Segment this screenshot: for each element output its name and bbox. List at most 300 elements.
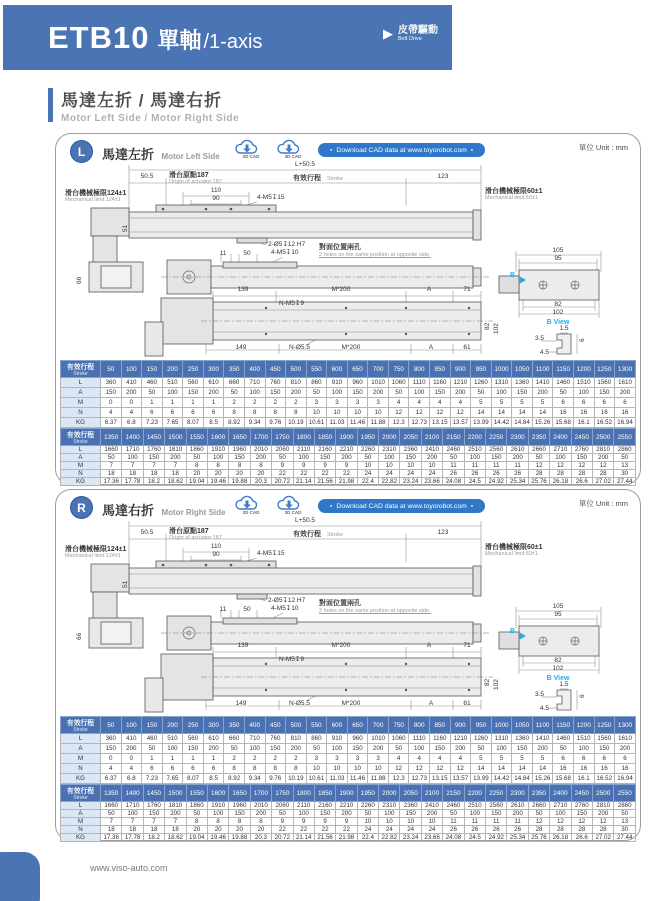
value-cell: 11.88: [368, 418, 389, 428]
value-cell: 2160: [314, 446, 335, 454]
value-cell: 2460: [443, 802, 464, 810]
dim-label-d50: 50: [243, 250, 251, 257]
value-cell: 1410: [532, 734, 553, 744]
value-cell: 2110: [293, 446, 314, 454]
value-cell: 50: [306, 744, 327, 754]
dim-label-d90: 90: [212, 551, 220, 558]
dim-label-off_l: 50.5: [140, 173, 154, 180]
value-cell: 12.3: [388, 774, 409, 784]
value-cell: 14: [512, 408, 533, 418]
value-cell: 17.36: [101, 478, 122, 486]
value-cell: 14: [471, 764, 492, 774]
value-cell: 9: [272, 818, 293, 826]
value-cell: 22: [314, 826, 335, 834]
value-cell: 150: [143, 454, 164, 462]
value-cell: 11.88: [368, 774, 389, 784]
dim-label-off_l: 50.5: [140, 529, 154, 536]
value-cell: 10: [421, 462, 442, 470]
value-cell: 7: [165, 818, 186, 826]
value-cell: 22: [272, 470, 293, 478]
value-cell: 27.44: [614, 478, 636, 486]
stroke-col-header: 1700: [250, 785, 271, 802]
value-cell: 19.04: [186, 834, 207, 842]
dim-label-a: A: [426, 642, 432, 649]
value-cell: 11: [486, 818, 507, 826]
value-cell: 30: [614, 470, 636, 478]
value-cell: 100: [207, 454, 228, 462]
dim-label-mech_l_en: Mechanical limit:124±1: [65, 553, 121, 559]
value-cell: 12: [571, 462, 592, 470]
stroke-col-header: 300: [203, 717, 224, 734]
value-cell: 7.65: [162, 774, 183, 784]
stroke-col-header: 1600: [207, 785, 228, 802]
value-cell: 1460: [553, 734, 574, 744]
dim-label-d102: 102: [493, 323, 500, 334]
stroke-col-header: 450: [265, 717, 286, 734]
value-cell: 7: [165, 462, 186, 470]
value-cell: 150: [430, 744, 451, 754]
stroke-col-header: 2100: [421, 785, 442, 802]
value-cell: 20: [186, 470, 207, 478]
dim-label-d82: 82: [484, 322, 491, 330]
stroke-table-1: [60, 716, 636, 784]
value-cell: 200: [532, 388, 553, 398]
value-cell: 3: [327, 398, 348, 408]
value-cell: 150: [265, 744, 286, 754]
value-cell: 22: [293, 826, 314, 834]
value-cell: 18.62: [165, 478, 186, 486]
value-cell: 660: [224, 378, 245, 388]
value-cell: 20.72: [272, 834, 293, 842]
stroke-col-header: 2400: [550, 429, 571, 446]
value-cell: 1510: [573, 734, 594, 744]
value-cell: 1: [142, 398, 163, 408]
value-cell: 2860: [614, 446, 636, 454]
value-cell: 1: [183, 398, 204, 408]
stroke-col-header: 1500: [165, 429, 186, 446]
value-cell: 5: [491, 398, 512, 408]
value-cell: 200: [450, 744, 471, 754]
row-label: M: [61, 818, 101, 826]
value-cell: 15.26: [532, 774, 553, 784]
value-cell: 200: [421, 454, 442, 462]
dim-label-origin_en: Origin of actuator:187: [169, 179, 222, 185]
value-cell: 860: [306, 734, 327, 744]
row-label: M: [61, 462, 101, 470]
value-cell: 8: [207, 818, 228, 826]
value-cell: 8: [186, 818, 207, 826]
value-cell: 7.65: [162, 418, 183, 428]
value-cell: 100: [379, 810, 400, 818]
value-cell: 13.15: [430, 774, 451, 784]
value-cell: 100: [293, 454, 314, 462]
table-row: [61, 408, 636, 418]
dim-label-b45: 4.5: [540, 349, 550, 356]
value-cell: 18: [165, 470, 186, 478]
value-cell: 28: [592, 826, 613, 834]
value-cell: 50: [443, 454, 464, 462]
dim-label-d110: 110: [210, 543, 222, 550]
value-cell: 50: [357, 454, 378, 462]
value-cell: 1160: [430, 734, 451, 744]
value-cell: 2: [244, 398, 265, 408]
value-cell: 150: [400, 810, 421, 818]
value-cell: 50: [357, 810, 378, 818]
value-cell: 12: [409, 764, 430, 774]
value-cell: 150: [512, 744, 533, 754]
stroke-col-header: 1700: [250, 429, 271, 446]
dim-label-bview: B View: [546, 675, 570, 682]
stroke-col-header: 650: [347, 717, 368, 734]
cad-2d-download[interactable]: [234, 139, 268, 159]
download-cad-link[interactable]: ● Download CAD data at www.toyorobot.com ●: [318, 499, 485, 513]
value-cell: 460: [142, 378, 163, 388]
table-row: [61, 462, 636, 470]
value-cell: 1360: [512, 378, 533, 388]
value-cell: 6: [203, 408, 224, 418]
value-cell: 14.84: [512, 774, 533, 784]
stroke-col-header: 800: [409, 717, 430, 734]
value-cell: 0: [101, 754, 122, 764]
stroke-col-header: 350: [224, 361, 245, 378]
cloud-download-icon: [234, 139, 260, 155]
value-cell: 6.8: [121, 774, 142, 784]
value-cell: 150: [183, 744, 204, 754]
drawing-motor-left: [61, 162, 638, 358]
download-cad-link[interactable]: ● Download CAD data at www.toyorobot.com ●: [318, 143, 485, 157]
value-cell: 1810: [165, 802, 186, 810]
cloud-download-icon: [234, 495, 260, 511]
stroke-col-header: 1350: [101, 429, 122, 446]
value-cell: 11: [507, 462, 528, 470]
value-cell: 410: [121, 734, 142, 744]
value-cell: 50: [142, 388, 163, 398]
value-cell: 3: [347, 754, 368, 764]
value-cell: 21.98: [336, 478, 357, 486]
value-cell: 13: [614, 462, 636, 470]
value-cell: 12: [528, 818, 549, 826]
value-cell: 10.19: [286, 418, 307, 428]
value-cell: 6: [573, 398, 594, 408]
table-row: [61, 378, 636, 388]
value-cell: 10: [379, 818, 400, 826]
dim-label-stroke_en: Stroke: [327, 176, 343, 182]
value-cell: 26: [443, 826, 464, 834]
value-cell: 26: [464, 470, 485, 478]
value-cell: 150: [486, 810, 507, 818]
value-cell: 11.03: [327, 418, 348, 428]
value-cell: 50: [388, 388, 409, 398]
value-cell: 8: [207, 462, 228, 470]
stroke-col-header: 1350: [101, 785, 122, 802]
value-cell: 1060: [388, 378, 409, 388]
value-cell: 50: [186, 454, 207, 462]
value-cell: 50: [443, 810, 464, 818]
value-cell: 5: [532, 754, 553, 764]
value-cell: 150: [183, 388, 204, 398]
value-cell: 1: [183, 754, 204, 764]
value-cell: 10: [357, 818, 378, 826]
value-cell: 12.73: [409, 418, 430, 428]
value-cell: 10.19: [286, 774, 307, 784]
value-cell: 1: [162, 754, 183, 764]
stroke-col-header: 300: [203, 361, 224, 378]
value-cell: 28: [528, 826, 549, 834]
stroke-col-header: 600: [327, 717, 348, 734]
stroke-header-cell: 有效行程 Stroke: [61, 785, 101, 802]
dim-label-m200: M*200: [341, 700, 361, 707]
value-cell: 510: [162, 378, 183, 388]
value-cell: 200: [592, 454, 613, 462]
value-cell: 6: [142, 764, 163, 774]
value-cell: 28: [528, 470, 549, 478]
value-cell: 150: [101, 388, 122, 398]
stroke-col-header: 1050: [512, 717, 533, 734]
value-cell: 6.37: [101, 774, 122, 784]
stroke-col-header: 2050: [400, 429, 421, 446]
value-cell: 12: [430, 764, 451, 774]
stroke-col-header: 2550: [614, 785, 636, 802]
value-cell: 6: [203, 764, 224, 774]
stroke-col-header: 1400: [122, 785, 143, 802]
stroke-col-header: 1550: [186, 429, 207, 446]
value-cell: 6: [162, 408, 183, 418]
table-row: [61, 734, 636, 744]
dim-label-m200: M*200: [331, 642, 351, 649]
value-cell: 200: [532, 744, 553, 754]
value-cell: 6: [553, 398, 574, 408]
row-label: A: [61, 744, 101, 754]
value-cell: 4: [388, 398, 409, 408]
dim-label-tap9: N-M5↧9: [279, 300, 304, 307]
axis-label-cn: 單軸: [157, 28, 202, 53]
value-cell: 50: [101, 454, 122, 462]
value-cell: 50: [528, 454, 549, 462]
row-label: KG: [61, 774, 101, 784]
value-cell: 150: [229, 454, 250, 462]
stroke-col-header: 750: [388, 361, 409, 378]
value-cell: 15.68: [553, 774, 574, 784]
heading-title-en: Motor Left Side / Motor Right Side: [61, 113, 240, 124]
dim-label-d82: 82: [554, 657, 562, 664]
dim-label-b15: 1.5: [559, 681, 569, 688]
product-model: ETB10: [48, 20, 150, 55]
value-cell: 24.08: [443, 834, 464, 842]
value-cell: 22: [272, 826, 293, 834]
value-cell: 11: [443, 818, 464, 826]
value-cell: 10: [379, 462, 400, 470]
value-cell: 50: [553, 388, 574, 398]
value-cell: 19.88: [229, 834, 250, 842]
value-cell: 18: [101, 470, 122, 478]
value-cell: 16: [594, 764, 615, 774]
stroke-col-header: 700: [368, 717, 389, 734]
row-label: L: [61, 802, 101, 810]
unit-label: 單位 Unit : mm: [578, 499, 628, 508]
stroke-col-header: 850: [430, 717, 451, 734]
stroke-col-header: 2450: [571, 429, 592, 446]
value-cell: 17.36: [101, 834, 122, 842]
value-cell: 14: [491, 764, 512, 774]
stroke-col-header: 1800: [293, 429, 314, 446]
value-cell: 24: [421, 826, 442, 834]
value-cell: 2: [265, 754, 286, 764]
stroke-col-header: 1000: [491, 717, 512, 734]
stroke-col-header: 850: [430, 361, 451, 378]
stroke-col-header: 1250: [594, 717, 615, 734]
value-cell: 100: [491, 388, 512, 398]
dim-label-d11: 11: [219, 606, 227, 613]
value-cell: 16.94: [615, 774, 636, 784]
dim-label-d11: 11: [219, 250, 227, 257]
cad-3d-label: 3D CAD: [284, 510, 302, 515]
value-cell: 9.76: [265, 774, 286, 784]
dim-label-b6: 6: [579, 338, 586, 342]
dim-label-tap9: N-M5↧9: [279, 656, 304, 663]
stroke-col-header: 1300: [615, 717, 636, 734]
value-cell: 20: [186, 826, 207, 834]
value-cell: 11: [486, 462, 507, 470]
cloud-download-icon: [276, 139, 302, 155]
value-cell: 8.07: [183, 418, 204, 428]
dim-label-d90: 90: [212, 195, 220, 202]
value-cell: 2310: [379, 802, 400, 810]
value-cell: 14: [532, 764, 553, 774]
value-cell: 100: [409, 744, 430, 754]
value-cell: 3: [368, 754, 389, 764]
value-cell: 10: [306, 764, 327, 774]
value-cell: 0: [121, 754, 142, 764]
value-cell: 14.42: [491, 418, 512, 428]
table-row: [61, 398, 636, 408]
value-cell: 1610: [615, 378, 636, 388]
value-cell: 150: [265, 388, 286, 398]
table-row: [61, 454, 636, 462]
value-cell: 2060: [272, 446, 293, 454]
value-cell: 100: [464, 454, 485, 462]
value-cell: 20: [229, 470, 250, 478]
value-cell: 760: [265, 734, 286, 744]
stroke-col-header: 750: [388, 717, 409, 734]
dim-label-d51: 51: [122, 224, 129, 232]
cad-3d-download[interactable]: [276, 139, 310, 159]
value-cell: 560: [183, 734, 204, 744]
stroke-col-header: 1950: [357, 785, 378, 802]
value-cell: 10: [327, 408, 348, 418]
value-cell: 3: [306, 754, 327, 764]
value-cell: 860: [306, 378, 327, 388]
value-cell: 150: [314, 810, 335, 818]
row-label: A: [61, 810, 101, 818]
value-cell: 9: [293, 462, 314, 470]
dim-label-d139: 139: [237, 642, 249, 649]
value-cell: 2710: [550, 446, 571, 454]
row-label: L: [61, 446, 101, 454]
value-cell: 12.73: [409, 774, 430, 784]
stroke-col-header: 2300: [507, 785, 528, 802]
stroke-col-header: 1950: [357, 429, 378, 446]
value-cell: 5: [491, 754, 512, 764]
value-cell: 12: [409, 408, 430, 418]
value-cell: 6: [615, 398, 636, 408]
dim-label-mech_r_en: Mechanical limit:60±1: [485, 551, 538, 557]
stroke-col-header: 100: [121, 361, 142, 378]
value-cell: 1560: [594, 378, 615, 388]
value-cell: 28: [571, 826, 592, 834]
cad-3d-download[interactable]: [276, 495, 310, 515]
value-cell: 27.44: [614, 834, 636, 842]
dim-label-d149: 149: [235, 344, 247, 351]
cad-2d-label: 2D CAD: [242, 154, 260, 159]
value-cell: 200: [286, 388, 307, 398]
value-cell: 8: [244, 764, 265, 774]
value-cell: 18: [165, 826, 186, 834]
stroke-col-header: 1300: [615, 361, 636, 378]
value-cell: 960: [347, 734, 368, 744]
value-cell: 2260: [357, 446, 378, 454]
value-cell: 9: [293, 818, 314, 826]
value-cell: 50: [186, 810, 207, 818]
stroke-col-header: 150: [142, 361, 163, 378]
value-cell: 6: [162, 764, 183, 774]
value-cell: 14.42: [491, 774, 512, 784]
value-cell: 1760: [143, 446, 164, 454]
value-cell: 26: [443, 470, 464, 478]
value-cell: 6: [573, 754, 594, 764]
value-cell: 200: [507, 810, 528, 818]
value-cell: 1610: [615, 734, 636, 744]
value-cell: 2: [265, 398, 286, 408]
value-cell: 50: [272, 810, 293, 818]
value-cell: 6.8: [121, 418, 142, 428]
value-cell: 6: [183, 764, 204, 774]
dim-label-d105: 105: [552, 603, 564, 610]
value-cell: 810: [286, 378, 307, 388]
row-label: A: [61, 388, 101, 398]
value-cell: 28: [550, 470, 571, 478]
value-cell: 18.2: [143, 478, 164, 486]
value-cell: 7: [122, 462, 143, 470]
page-header-banner: [3, 5, 452, 70]
value-cell: 2060: [272, 802, 293, 810]
dim-label-pin: 2-Ø5↧12 H7: [268, 597, 306, 604]
value-cell: 16: [553, 408, 574, 418]
table-row: [61, 446, 636, 454]
dim-label-d61: 61: [463, 344, 471, 351]
cad-3d-label: 3D CAD: [284, 154, 302, 159]
stroke-col-header: 1550: [186, 785, 207, 802]
stroke-col-header: 2550: [614, 429, 636, 446]
cad-2d-label: 2D CAD: [242, 510, 260, 515]
value-cell: 26.18: [550, 478, 571, 486]
value-cell: 25.34: [507, 834, 528, 842]
section-badge-l: L: [70, 140, 93, 163]
value-cell: 12.3: [388, 418, 409, 428]
stroke-col-header: 1250: [594, 361, 615, 378]
row-label: L: [61, 378, 101, 388]
value-cell: 4: [101, 764, 122, 774]
value-cell: 1860: [186, 802, 207, 810]
cad-2d-download[interactable]: [234, 495, 268, 515]
value-cell: 150: [571, 810, 592, 818]
value-cell: 7.23: [142, 774, 163, 784]
value-cell: 3: [347, 398, 368, 408]
value-cell: 9: [314, 462, 335, 470]
value-cell: 18: [101, 826, 122, 834]
value-cell: 150: [512, 388, 533, 398]
value-cell: 1510: [573, 378, 594, 388]
value-cell: 4: [450, 754, 471, 764]
